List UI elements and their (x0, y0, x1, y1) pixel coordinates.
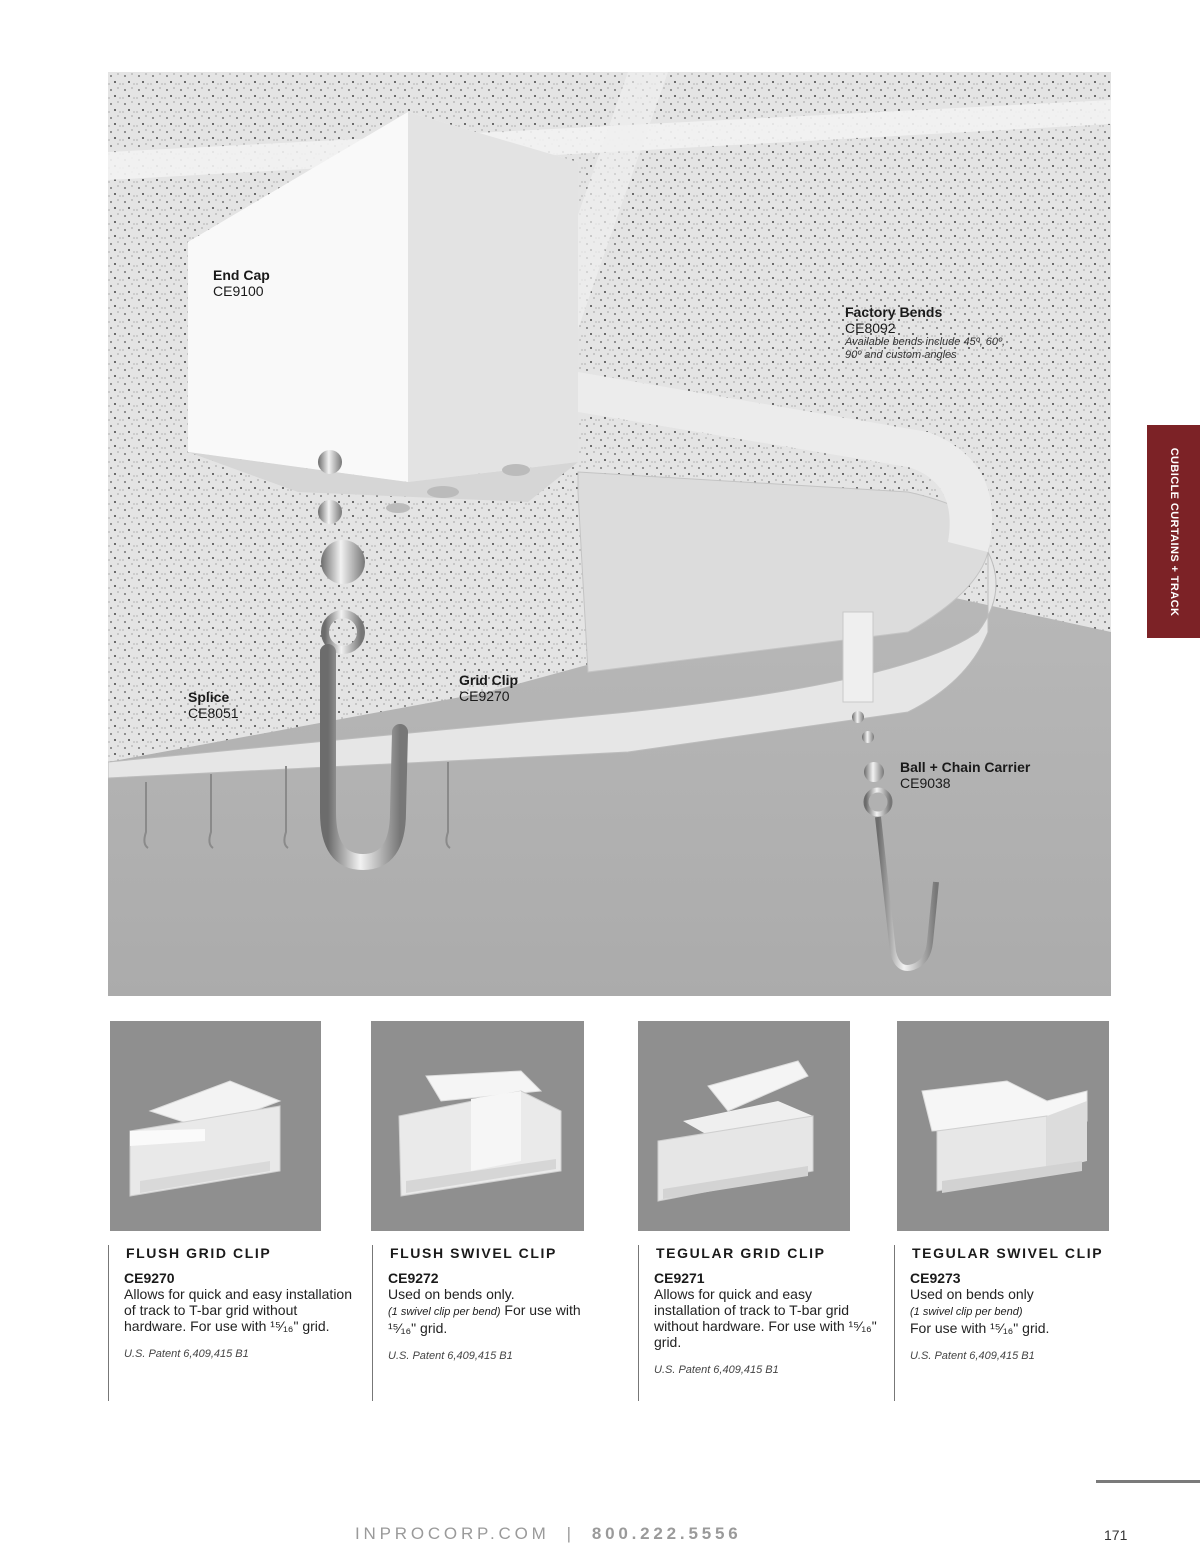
callout-factory-bends-code: CE8092 (845, 320, 896, 336)
product-description-extra: For use with ¹⁵⁄₁₆" grid. (388, 1302, 581, 1336)
product-flush-grid-clip (108, 1245, 353, 1401)
callout-splice-code: CE8051 (188, 705, 239, 721)
callout-grid-clip (459, 672, 518, 704)
product-code: CE9272 (388, 1270, 439, 1286)
product-image-flush-swivel-clip (371, 1021, 584, 1231)
product-title: TEGULAR GRID CLIP (656, 1245, 826, 1261)
product-description-main: Used on bends only. (388, 1286, 515, 1302)
product-description-main: Used on bends only (910, 1286, 1034, 1302)
product-title: TEGULAR SWIVEL CLIP (912, 1245, 1104, 1261)
product-code: CE9273 (910, 1270, 961, 1286)
product-description: Allows for quick and easy installation of track to T-bar grid without hardware. For use with ¹⁵⁄₁₆" grid. (124, 1286, 353, 1334)
product-code: CE9270 (124, 1270, 175, 1286)
product-code: CE9271 (654, 1270, 705, 1286)
footer-website-link[interactable]: INPROCORP.COM (355, 1524, 550, 1543)
product-title: FLUSH SWIVEL CLIP (390, 1245, 557, 1261)
footer-contact (355, 1524, 741, 1544)
product-description (388, 1286, 612, 1336)
page-number: 171 (1104, 1527, 1128, 1543)
footer-phone-link[interactable]: 800.222.5556 (591, 1524, 742, 1543)
product-patent: U.S. Patent 6,409,415 B1 (654, 1364, 779, 1376)
product-image-tegular-grid-clip (638, 1021, 850, 1231)
callout-ball-chain (900, 759, 1030, 791)
product-flush-swivel-clip (372, 1245, 612, 1401)
callout-splice (188, 689, 239, 721)
callout-factory-bends-note: Available bends include 45º, 60º, 90º and custom angles (845, 336, 1006, 361)
section-tab[interactable] (1147, 425, 1200, 638)
product-description-note: (1 swivel clip per bend) (910, 1306, 1023, 1318)
footer-separator: | (566, 1524, 575, 1543)
callout-factory-bends-name: Factory Bends (845, 304, 943, 320)
product-tegular-grid-clip (638, 1245, 878, 1401)
product-title: FLUSH GRID CLIP (126, 1245, 272, 1261)
callout-end-cap (213, 267, 270, 299)
product-patent: U.S. Patent 6,409,415 B1 (910, 1350, 1035, 1362)
product-image-flush-grid-clip (110, 1021, 321, 1231)
section-tab-label: CUBICLE CURTAINS + TRACK (1167, 447, 1180, 616)
product-patent: U.S. Patent 6,409,415 B1 (124, 1348, 249, 1360)
product-image-tegular-swivel-clip (897, 1021, 1109, 1231)
product-description: Allows for quick and easy installation of track to T-bar grid without hardware. For use with ¹⁵⁄₁₆" grid. (654, 1286, 877, 1350)
callout-end-cap-code: CE9100 (213, 283, 264, 299)
callout-end-cap-name: End Cap (213, 267, 270, 283)
callout-grid-clip-code: CE9270 (459, 688, 510, 704)
callout-splice-name: Splice (188, 689, 230, 705)
callout-ball-chain-name: Ball + Chain Carrier (900, 759, 1031, 775)
hero-image (108, 72, 1111, 996)
callout-grid-clip-name: Grid Clip (459, 672, 519, 688)
product-description-note: (1 swivel clip per bend) (388, 1306, 501, 1318)
callout-factory-bends (845, 304, 1015, 362)
callout-ball-chain-code: CE9038 (900, 775, 951, 791)
product-patent: U.S. Patent 6,409,415 B1 (388, 1350, 513, 1362)
product-description-extra: For use with ¹⁵⁄₁₆" grid. (910, 1320, 1050, 1336)
product-tegular-swivel-clip (894, 1245, 1119, 1401)
product-description (910, 1286, 1119, 1336)
track-illustration (108, 72, 1111, 996)
footer-rule (1096, 1480, 1200, 1483)
